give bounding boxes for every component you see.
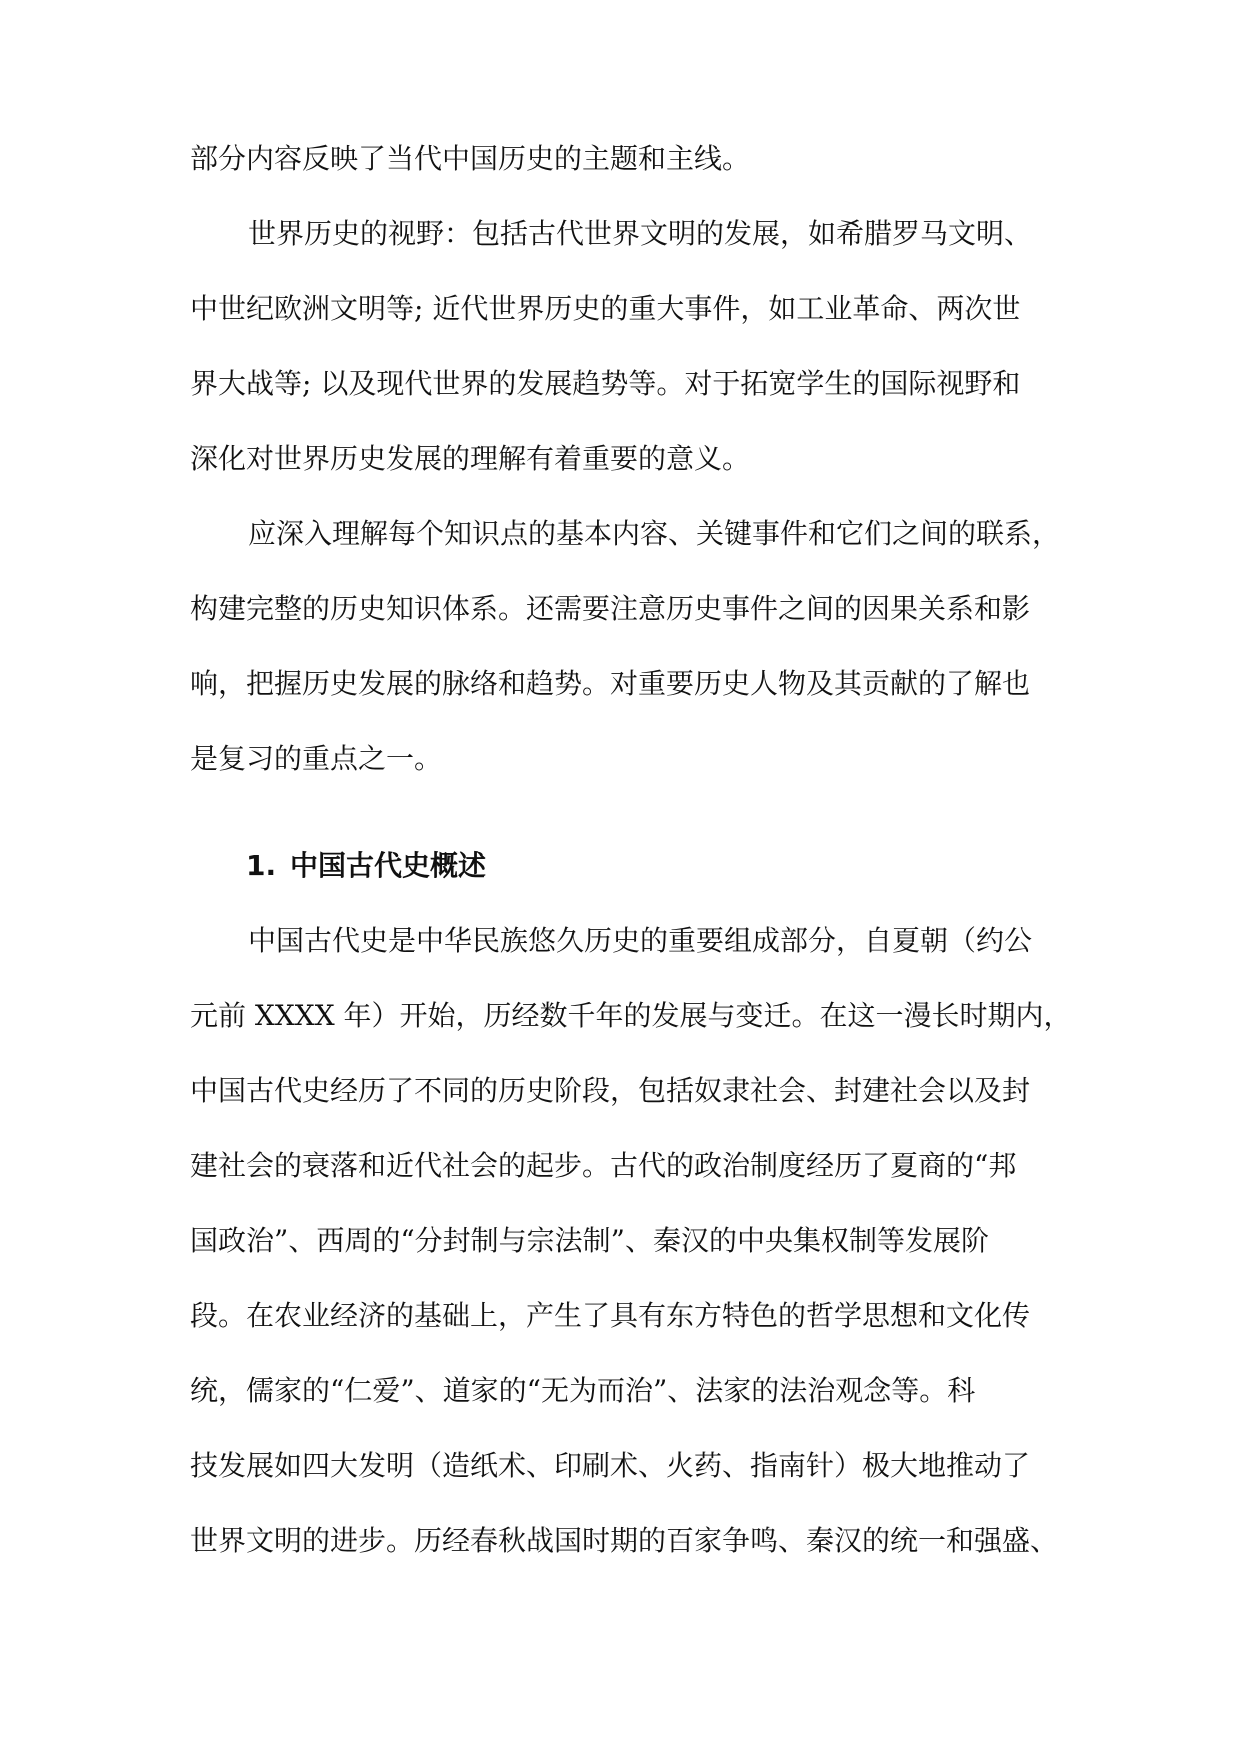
paragraph-line: 应深入理解每个知识点的基本内容、关键事件和它们之间的联系， <box>248 517 1061 550</box>
paragraph-line: 国政治”、西周的“分封制与宗法制”、秦汉的中央集权制等发展阶 <box>190 1224 989 1257</box>
paragraph-line: 统，儒家的“仁爱”、道家的“无为而治”、法家的法治观念等。科 <box>190 1374 976 1407</box>
paragraph-line: 部分内容反映了当代中国历史的主题和主线。 <box>190 142 751 175</box>
paragraph <box>190 140 1070 178</box>
section-title: 中国古代史概述 <box>290 849 487 882</box>
paragraph-line: 技发展如四大发明（造纸术、印刷术、火药、指南针）极大地推动了 <box>190 1449 1031 1482</box>
paragraph-line: 响，把握历史发展的脉络和趋势。对重要历史人物及其贡献的了解也 <box>190 667 1031 700</box>
paragraph-line: 世界历史的视野：包括古代世界文明的发展，如希腊罗马文明、 <box>248 217 1033 250</box>
paragraph <box>190 215 1070 478</box>
paragraph <box>190 515 1070 778</box>
paragraph-line: 界大战等; 以及现代世界的发展趋势等。对于拓宽学生的国际视野和 <box>190 367 1021 400</box>
paragraph-line: 中国古代史经历了不同的历史阶段，包括奴隶社会、封建社会以及封 <box>190 1074 1031 1107</box>
paragraph-line: 中国古代史是中华民族悠久历史的重要组成部分，自夏朝（约公 <box>248 924 1033 957</box>
paragraph <box>190 922 1070 1560</box>
section-number: 1. <box>246 849 277 882</box>
paragraph-line: 深化对世界历史发展的理解有着重要的意义。 <box>190 442 751 475</box>
paragraph-line: 中世纪欧洲文明等; 近代世界历史的重大事件，如工业革命、两次世 <box>190 292 1021 325</box>
paragraph-line: 段。在农业经济的基础上，产生了具有东方特色的哲学思想和文化传 <box>190 1299 1031 1332</box>
paragraph-line: 构建完整的历史知识体系。还需要注意历史事件之间的因果关系和影 <box>190 592 1031 625</box>
section-heading <box>190 847 1070 885</box>
document-body <box>190 140 1070 1560</box>
paragraph-line: 建社会的衰落和近代社会的起步。古代的政治制度经历了夏商的“邦 <box>190 1149 1017 1182</box>
paragraph-line: 是复习的重点之一。 <box>190 742 443 775</box>
paragraph-line: 世界文明的进步。历经春秋战国时期的百家争鸣、秦汉的统一和强盛、 <box>190 1524 1059 1557</box>
paragraph-line: 元前 XXXX 年）开始，历经数千年的发展与变迁。在这一漫长时期内， <box>190 999 1072 1032</box>
